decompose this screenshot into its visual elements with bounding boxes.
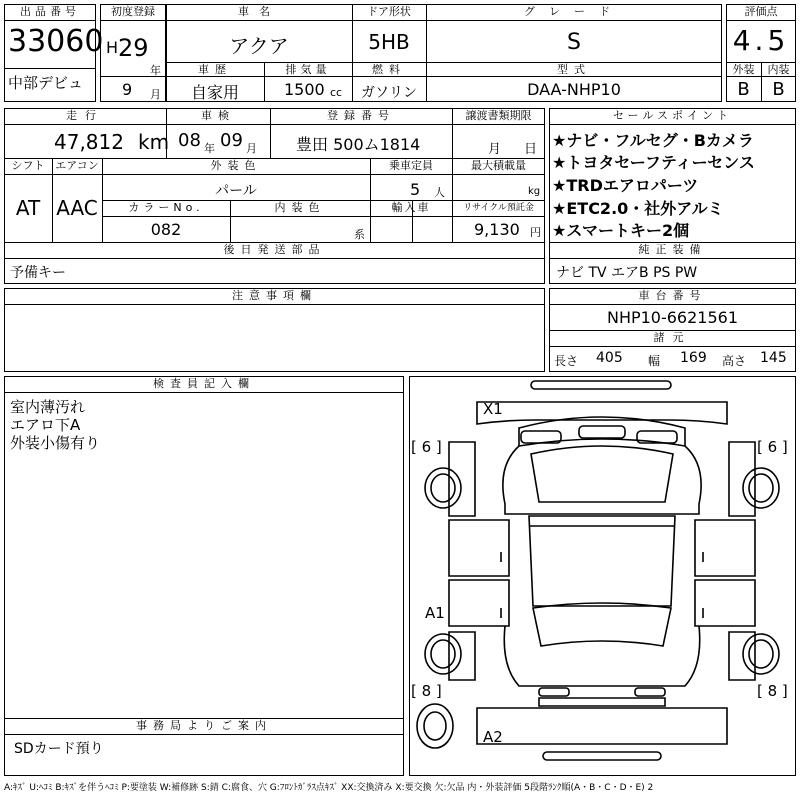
inspector-line-1: 室内薄汚れ	[10, 398, 86, 416]
mileage-label: 走行	[66, 109, 104, 122]
registration-label: 登録番号	[327, 109, 395, 122]
shift: AT	[15, 196, 41, 220]
aircon: AAC	[56, 196, 98, 220]
width: 169	[680, 350, 707, 366]
inspection-label: 車検	[201, 109, 235, 122]
grade-label: グレード	[524, 5, 624, 18]
equipment: ナビ TV エアB PS PW	[556, 265, 698, 281]
sales-point-2: ★トヨタセーフティーセンス	[552, 153, 755, 172]
capacity: 5	[410, 180, 421, 199]
shift-label: シフト	[11, 159, 45, 172]
transfer-month-unit: 月	[488, 142, 502, 157]
length: 405	[596, 350, 623, 366]
capacity-unit: 人	[434, 186, 445, 199]
mileage: 47,812	[54, 130, 124, 154]
later-parts: 予備キー	[10, 265, 66, 281]
inspector-line-3: 外装小傷有り	[10, 434, 101, 452]
notes-label: 注意事項欄	[232, 289, 317, 302]
score: 4.5	[732, 24, 790, 57]
ext-grade-label: 外装	[732, 63, 755, 76]
recycle-unit: 円	[530, 226, 541, 239]
interior-color-unit: 系	[354, 228, 365, 241]
diagram-a1-label: A1	[425, 604, 445, 622]
score-label: 評価点	[744, 5, 778, 18]
inspection-year: 08	[178, 130, 201, 151]
sales-point-4: ★ETC2.0・社外アルミ	[552, 199, 724, 218]
office-label: 事務局よりご案内	[136, 719, 272, 732]
sales-points-label: セールスポイント	[612, 109, 732, 122]
chassis-label: 車台番号	[638, 289, 707, 302]
inspector-label: 検査員記入欄	[153, 377, 255, 390]
history: 自家用	[190, 83, 239, 102]
month-unit: 月	[150, 88, 161, 101]
fuel-label: 燃料	[372, 63, 406, 76]
recycle-label: リサイクル預託金	[463, 203, 534, 213]
max-load-unit: kg	[528, 186, 541, 197]
lot-number: 33060	[8, 24, 104, 59]
dimensions-label: 諸元	[653, 331, 692, 344]
tire-rear-right-label: [ 8 ]	[757, 682, 788, 700]
history-label: 車歴	[198, 63, 232, 76]
reg-year: 29	[118, 34, 149, 62]
sales-point-3: ★TRDエアロパーツ	[552, 176, 699, 195]
sales-point-1: ★ナビ・フルセグ・Bカメラ	[552, 131, 754, 150]
year-unit: 年	[150, 64, 161, 77]
height: 145	[760, 350, 787, 366]
car-name: アクア	[229, 34, 289, 58]
inspection-month: 09	[220, 130, 243, 151]
exterior-color-label: 外装色	[210, 159, 262, 172]
diagram-x1-label: X1	[483, 400, 503, 418]
era-letter: H	[106, 38, 119, 57]
legend-text: A:ｷｽﾞ U:ﾍｺﾐ B:ｷｽﾞを伴うﾍｺﾐ P:要塗装 W:補修跡 S:錆 C:腐食、穴 G:ﾌﾛﾝﾄｶﾞﾗｽ点ｷｽﾞ XX:交換済み X:要交換 欠:欠品 内・外装評価 5段階ﾗﾝｸ順(A・B・C・D・E) 2	[4, 783, 654, 793]
ext-grade: B	[737, 79, 750, 100]
width-label: 幅	[648, 354, 661, 368]
interior-color-label: 内装色	[274, 201, 326, 214]
tire-front-left-label: [ 6 ]	[411, 438, 442, 456]
length-label: 長さ	[554, 354, 579, 368]
exterior-color: パール	[215, 183, 257, 199]
color-no-label: カラーNo.	[128, 201, 204, 214]
recycle-fee: 9,130	[474, 220, 520, 239]
later-parts-label: 後日発送部品	[223, 243, 326, 256]
grade: S	[567, 30, 581, 55]
inspection-month-unit: 月	[246, 142, 257, 155]
aircon-label: エアコン	[55, 159, 99, 172]
door-type: 5HB	[368, 30, 410, 54]
sales-point-5: ★スマートキー2個	[552, 221, 690, 240]
displacement-label: 排気量	[285, 63, 331, 76]
model-code: DAA-NHP10	[527, 80, 621, 99]
tire-front-right-label: [ 6 ]	[757, 438, 788, 456]
int-grade: B	[772, 79, 785, 100]
diagram-a2-label: A2	[483, 728, 503, 746]
office-text: SDカード預り	[14, 741, 104, 757]
capacity-label: 乗車定員	[389, 159, 433, 172]
car-name-label: 車名	[238, 5, 280, 18]
car-diagram	[409, 376, 796, 776]
inspector-line-2: エアロ下A	[10, 416, 81, 434]
tire-rear-left-label: [ 8 ]	[411, 682, 442, 700]
inspection-year-unit: 年	[204, 142, 215, 155]
displacement: 1500	[284, 80, 325, 99]
lot-sub-label: 中部デビュ	[8, 74, 84, 92]
chassis-number: NHP10-6621561	[606, 308, 739, 327]
color-no: 082	[150, 220, 182, 239]
lot-number-label: 出品番号	[20, 5, 80, 18]
mileage-unit: km	[138, 130, 170, 154]
transfer-doc-label: 譲渡書類期限	[465, 109, 532, 122]
registration-number: 豊田 500ム1814	[296, 135, 421, 154]
max-load-label: 最大積載量	[471, 159, 526, 172]
reg-month: 9	[122, 80, 133, 99]
model-label: 型式	[557, 63, 591, 76]
import-label: 輸入車	[391, 201, 431, 214]
first-reg-label: 初度登録	[111, 5, 155, 18]
displacement-unit: cc	[330, 86, 343, 99]
fuel: ガソリン	[361, 85, 417, 101]
door-label: ドア形状	[367, 5, 411, 18]
int-grade-label: 内装	[767, 63, 790, 76]
transfer-day-unit: 日	[524, 142, 538, 157]
equipment-label: 純正装備	[638, 243, 707, 256]
height-label: 高さ	[722, 354, 747, 368]
